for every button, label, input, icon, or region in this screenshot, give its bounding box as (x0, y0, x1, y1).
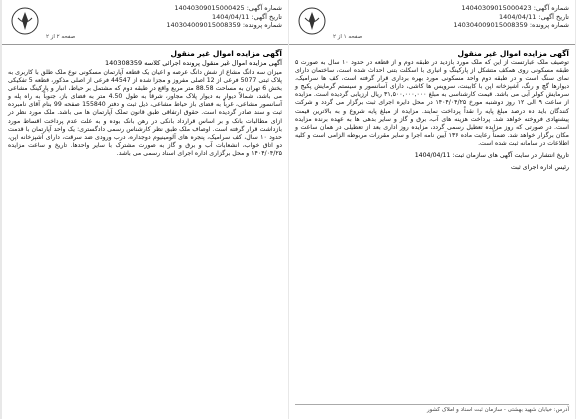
emblem-icon (297, 6, 327, 36)
page-header (289, 0, 575, 45)
announcement-page-right (289, 0, 575, 419)
announcement-meta: شماره آگهی: 14040309015000423 تاریخ آگهی: 1404/04/11 شماره پرونده: 140304009015008359 (453, 4, 569, 29)
page-number: صفحه ۲ از ۲ (46, 34, 76, 40)
page-header (2, 0, 288, 45)
signer: رئیس اداره اجرای ثبت (511, 164, 569, 172)
page-title: آگهی مزایده اموال غیر منقول (170, 49, 282, 58)
emblem-icon (10, 6, 40, 36)
announcement-meta: شماره آگهی: 14040309015000425 تاریخ آگهی: 1404/04/11 شماره پرونده: 140304009015008359 (166, 4, 282, 29)
page-footer: آدرس: خیابان شهید بهشتی - سازمان ثبت اسناد و املاک کشور (295, 404, 569, 413)
publish-date: تاریخ انتشار در سایت آگهی های سازمان ثبت: 1404/04/11 (414, 152, 569, 160)
page-number: صفحه ۱ از ۲ (333, 34, 363, 40)
page-title: آگهی مزایده اموال غیر منقول (457, 49, 569, 58)
announcement-page-left (2, 0, 288, 419)
announcement-body: توصیف ملک عبارتست از این که ملک مورد بازدید در طبقه دوم و از قطعه در حدود ۱۰ سال به صورت ۵ طبقه مسکونی روی همکف متشکل از پارکینگ و انباری با اسکلت بتنی احداث شده است، ساختمان دارای نمای سنگ است و در طبقه دوم واحد مسکونی مورد بهره برداری قرار گرفته است، کف ها سرامیک، دیوارها گچ و رنگ، آشپزخانه اپن با کابینت، سرویس ها کاشی، دارای آسانسور و سیستم گرمایش پکیج و سرمایش کولر آبی می باشد. قیمت کارشناسی به مبلغ ۳۱,۵۰۰,۰۰۰,۰۰۰ ریال ارزیابی گردیده است. مزایده از ساعت ۹ الی ۱۲ روز دوشنبه مورخ ۱۴۰۴/۰۴/۲۵ در محل دایره اجرای ثبت برگزار می گردد و شرکت کنندگان باید ده درصد مبلغ پایه را نقداً پرداخت نمایند. مزایده از مبلغ پایه شروع و به بالاترین قیمت پیشنهادی فروخته خواهد شد. پرداخت هزینه های آب، برق و گاز و سایر بدهی ها به عهده برنده مزایده است. در صورتی که روز مزایده تعطیل رسمی گردد، مزایده روز اداری بعد از تعطیلی در همان ساعت و مکان برگزار خواهد شد. ضمناً رعایت ماده ۱۳۶ آیین نامه اجرا و سایر مقررات مربوطه الزامی است و کلیه اطلاعات در سامانه ثبت شده است. (295, 59, 569, 147)
announcement-body: میزان سه دانگ مشاع از شش دانگ عرصه و اعیان یک قطعه آپارتمان مسکونی نوع ملک طلق با کاربری به پلاک ثبتی 5077 فرعی از 12 اصلی مفروز و مجزا شده از 44547 فرعی از اصلی مذکور، قطعه 5 تفکیکی بخش 6 تهران به مساحت 88.58 متر مربع واقع در طبقه دوم که مشتمل بر حیاط، انبار و پارکینگ مشاعی می باشد، شمالاً دیوار به دیوار پلاک مجاور، شرقاً به طول 4.50 متر به فضای باز، جنوباً به راه پله و آسانسور مشاعی، غرباً به فضای باز حیاط مشاعی، ذیل ثبت و دفتر 155840 صفحه 99 بنام آقای نامبرده ثبت و سند صادر گردیده است. حقوق ارتفاقی طبق قانون تملک آپارتمان ها می باشد. ملک مورد نظر در ازای مطالبات بانک و بر اساس قرارداد بانکی در رهن بانک بوده و به علت عدم پرداخت اقساط مورد بازداشت قرار گرفته است. اوصاف ملک طبق نظر کارشناس رسمی دادگستری: یک واحد آپارتمان با قدمت حدود ۱۰ سال، کف سرامیک، پنجره های آلومینیوم دوجداره، درب ورودی ضد سرقت، دارای آشپزخانه اپن، دو اتاق خواب، انشعابات آب و برق و گاز به صورت مشترک با سایر واحدها. تاریخ و ساعت مزایده ۱۴۰۴/۰۴/۲۵ و محل برگزاری اداره اجرای اسناد رسمی می باشد. (8, 69, 282, 157)
page-subtitle: آگهی مزایده اموال غیر منقول پرونده اجرائی کلاسه 140308359 (104, 59, 282, 67)
